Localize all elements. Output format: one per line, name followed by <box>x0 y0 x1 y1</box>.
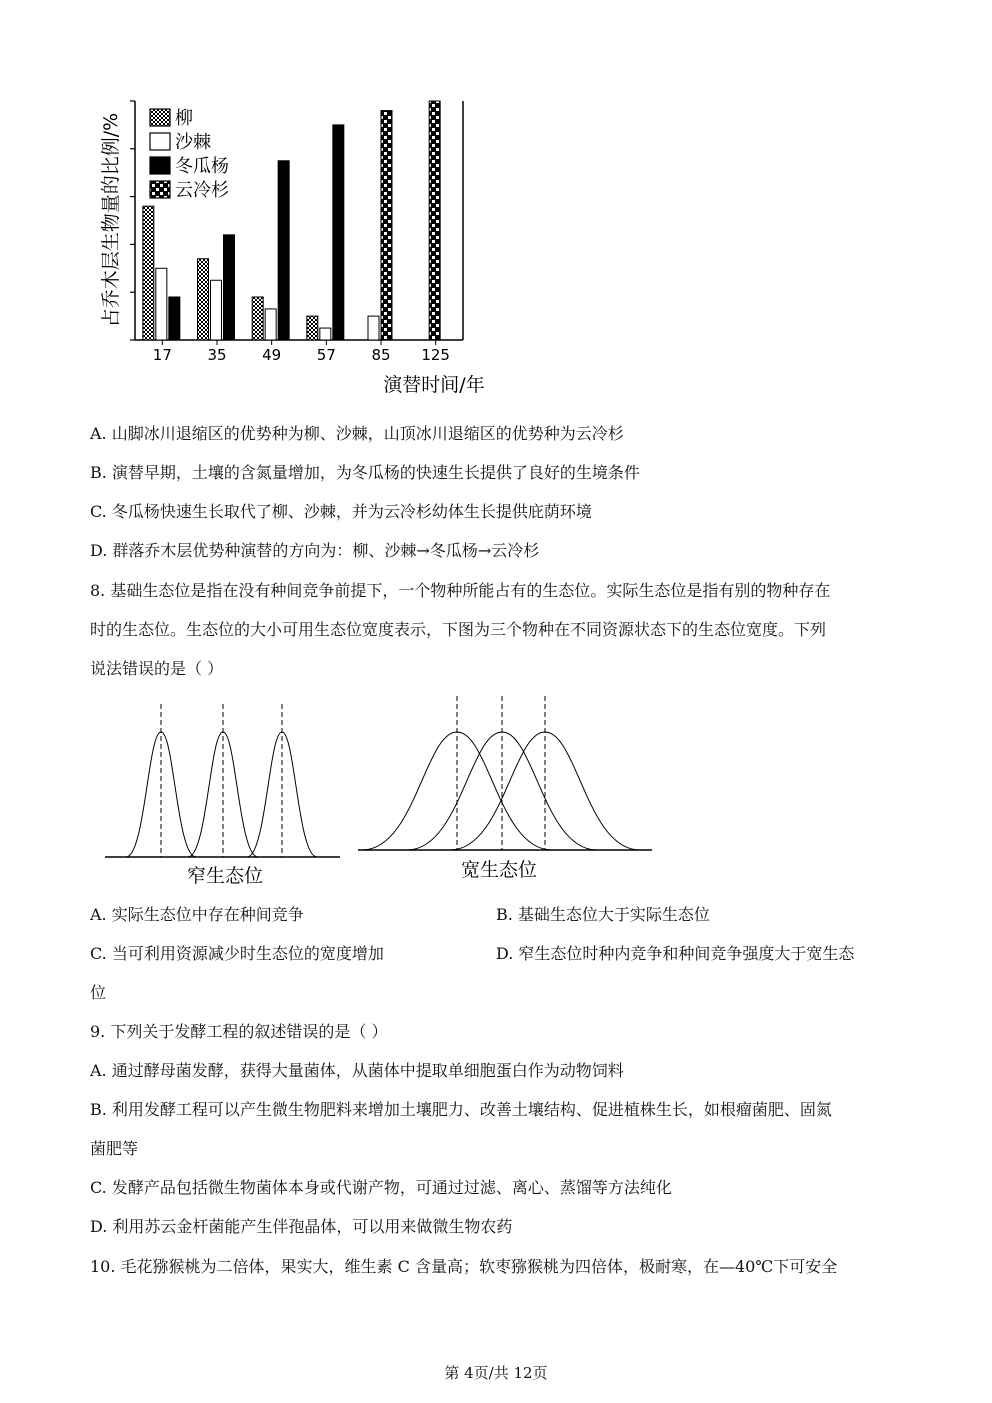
bar-沙棘-49 <box>265 309 276 340</box>
x-tick-label: 35 <box>207 346 227 364</box>
narrow-niche-diagram <box>105 704 340 857</box>
q9-stem: 9. 下列关于发酵工程的叙述错误的是（ ） <box>90 1022 388 1041</box>
x-tick-labels <box>153 340 450 364</box>
legend <box>150 108 229 201</box>
x-tick-label: 17 <box>152 346 172 364</box>
legend-label: 云冷杉 <box>175 180 229 201</box>
narrow-niche-label: 窄生态位 <box>186 865 264 887</box>
q8-option-d-continued: 位 <box>90 983 107 1002</box>
q8-option-b: B. 基础生态位大于实际生态位 <box>496 905 710 924</box>
bar-冬瓜杨-57 <box>333 125 344 340</box>
q8-stem-line-1: 8. 基础生态位是指在没有种间竞争前提下，一个物种所能占有的生态位。实际生态位是指有别的物种存在 <box>90 581 831 600</box>
page-number: 第 4页/共 12页 <box>444 1364 548 1382</box>
q8-option-c: C. 当可利用资源减少时生态位的宽度增加 <box>90 944 384 963</box>
bar-冬瓜杨-35 <box>224 235 235 340</box>
q9-option-d: D. 利用苏云金杆菌能产生伴孢晶体，可以用来做微生物农药 <box>90 1217 513 1236</box>
x-tick-label: 125 <box>421 346 450 364</box>
bar-云冷杉-125 <box>429 101 440 340</box>
legend-swatch <box>150 157 170 174</box>
bar-柳-49 <box>252 297 263 340</box>
bar-沙棘-85 <box>368 316 379 340</box>
wide-niche-label: 宽生态位 <box>460 859 538 881</box>
legend-swatch <box>150 133 170 150</box>
q7-option-a: A. 山脚冰川退缩区的优势种为柳、沙棘，山顶冰川退缩区的优势种为云冷杉 <box>90 424 624 443</box>
y-axis-label: 占乔木层生物量的比例/% <box>100 112 122 328</box>
legend-label: 沙棘 <box>175 132 211 153</box>
q9-option-b: B. 利用发酵工程可以产生微生物肥料来增加土壤肥力、改善土壤结构、促进植株生长，如根瘤菌肥、固氮 <box>90 1100 832 1119</box>
q8-option-d: D. 窄生态位时种内竞争和种间竞争强度大于宽生态 <box>496 944 855 963</box>
q9-option-a: A. 通过酵母菌发酵，获得大量菌体，从菌体中提取单细胞蛋白作为动物饲料 <box>90 1061 624 1080</box>
legend-label: 冬瓜杨 <box>175 156 229 177</box>
bar-沙棘-17 <box>156 268 167 340</box>
succession-bar-chart <box>95 95 495 400</box>
x-tick-label: 85 <box>371 346 391 364</box>
q8-stem-line-3: 说法错误的是（ ） <box>90 659 224 678</box>
q9-option-b-continued: 菌肥等 <box>90 1139 139 1158</box>
legend-swatch <box>150 181 170 198</box>
x-axis-label: 演替时间/年 <box>383 374 485 396</box>
x-tick-label: 57 <box>316 346 336 364</box>
q7-option-b: B. 演替早期，土壤的含氮量增加，为冬瓜杨的快速生长提供了良好的生境条件 <box>90 463 640 482</box>
bar-沙棘-57 <box>320 328 331 340</box>
q7-option-c: C. 冬瓜杨快速生长取代了柳、沙棘，并为云冷杉幼体生长提供庇荫环境 <box>90 502 592 521</box>
q8-stem-line-2: 时的生态位。生态位的大小可用生态位宽度表示，下图为三个物种在不同资源状态下的生态位宽度。下列 <box>90 620 827 639</box>
x-tick-label: 49 <box>262 346 282 364</box>
q8-option-a: A. 实际生态位中存在种间竞争 <box>90 905 304 924</box>
bar-冬瓜杨-17 <box>169 297 180 340</box>
q7-option-d: D. 群落乔木层优势种演替的方向为：柳、沙棘→冬瓜杨→云冷杉 <box>90 541 540 560</box>
bar-柳-35 <box>198 259 209 340</box>
bar-柳-17 <box>143 206 154 340</box>
legend-label: 柳 <box>175 108 193 129</box>
bar-云冷杉-85 <box>381 111 392 340</box>
wide-niche-diagram <box>358 696 652 850</box>
bar-柳-57 <box>307 316 318 340</box>
legend-swatch <box>150 109 170 126</box>
bar-沙棘-35 <box>211 280 222 340</box>
bar-冬瓜杨-49 <box>278 161 289 340</box>
q9-option-c: C. 发酵产品包括微生物菌体本身或代谢产物，可通过过滤、离心、蒸馏等方法纯化 <box>90 1178 672 1197</box>
q10-stem: 10. 毛花猕猴桃为二倍体，果实大，维生素 C 含量高；软枣猕猴桃为四倍体，极耐寒，在—40℃下可安全 <box>90 1257 838 1276</box>
niche-width-figure <box>100 692 660 892</box>
